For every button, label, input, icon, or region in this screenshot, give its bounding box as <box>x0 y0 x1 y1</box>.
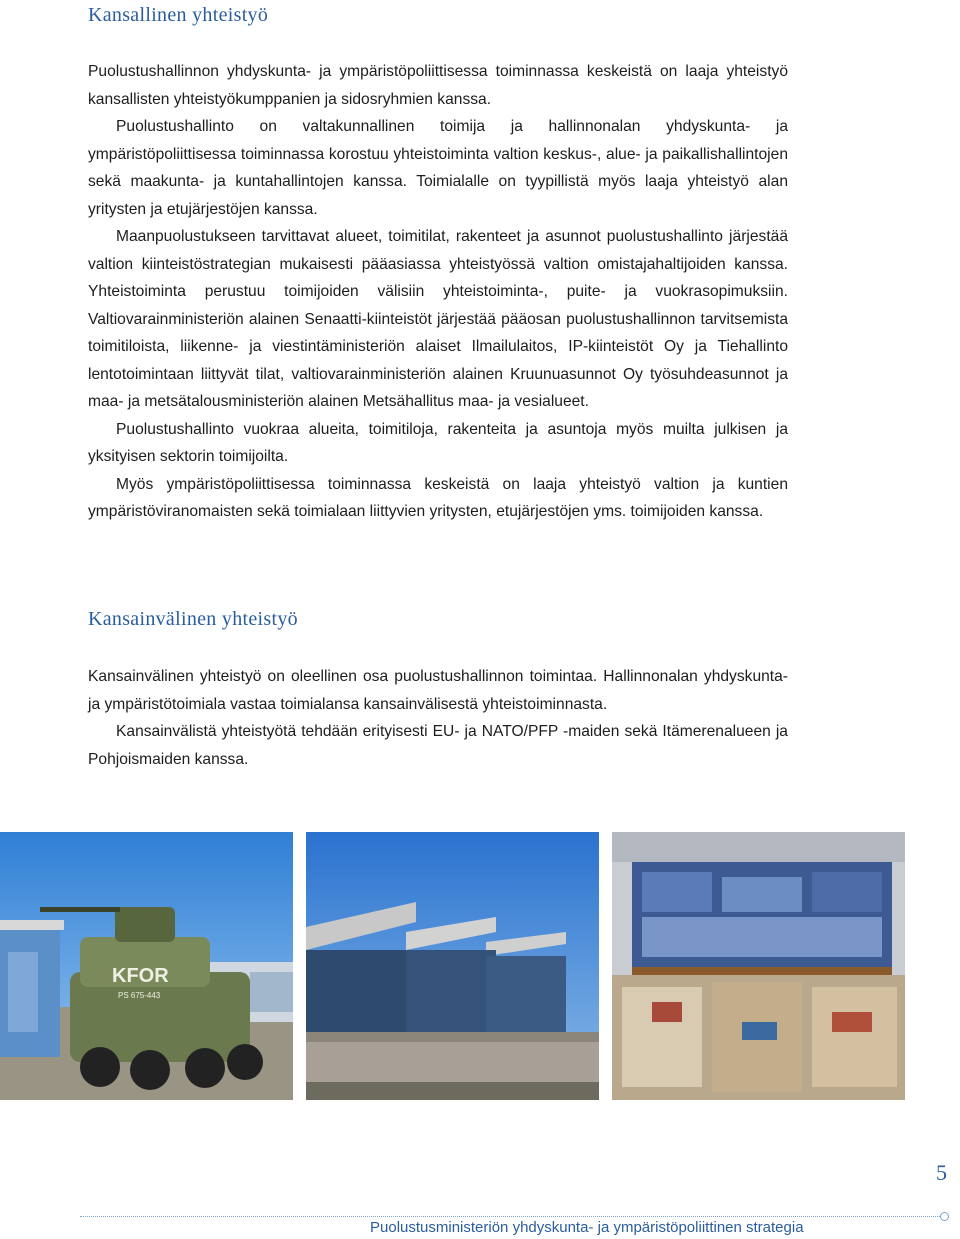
paragraph: Puolustushallinnon yhdyskunta- ja ympäristöpoliittisessa toiminnassa keskeistä on laaja yhteistyö kansallisten yhteistyökumppanien ja sidosryhmien kanssa. <box>88 63 788 108</box>
vehicle-marking: KFOR <box>112 965 169 987</box>
recycling-bales-photo <box>612 832 905 1100</box>
section-body-kansainvalinen <box>88 663 788 773</box>
footer-title: Puolustusministeriön yhdyskunta- ja ympäristöpoliittinen strategia <box>370 1219 804 1236</box>
paragraph: Puolustushallinto on valtakunnallinen toimija ja hallinnonalan yhdyskunta- ja ympäristöpoliittisessa toiminnassa korostuu yhteistoiminta valtion keskus-, alue- ja paikallishallintojen sekä maakunta- ja kuntahallintojen kanssa. Toimialalle on tyypillistä myös laaja yhteistyö alan yritysten ja etujärjestöjen kanssa. <box>88 118 788 218</box>
paragraph: Kansainvälistä yhteistyötä tehdään erityisesti EU- ja NATO/PFP -maiden sekä Itämerenalueen ja Pohjoismaiden kanssa. <box>88 723 788 768</box>
footer-divider <box>80 1216 942 1217</box>
footer-dot-ornament <box>940 1212 949 1221</box>
paragraph: Myös ympäristöpoliittisessa toiminnassa keskeistä on laaja yhteistyö valtion ja kuntien ympäristöviranomaisten sekä toimialaan liittyvien yritysten, etujärjestöjen yms. toimijoiden kanssa. <box>88 475 788 520</box>
page-number: 5 <box>936 1160 947 1185</box>
armoured-vehicle-photo <box>0 832 293 1100</box>
section-body-kansallinen <box>88 58 788 526</box>
containers-photo <box>306 832 599 1100</box>
section-heading-kansallinen: Kansallinen yhteistyö <box>88 4 269 26</box>
paragraph: Puolustushallinto vuokraa alueita, toimitiloja, rakenteita ja asuntoja myös muilta julkisen ja yksityisen sektorin toimijoilta. <box>88 420 788 465</box>
paragraph: Maanpuolustukseen tarvittavat alueet, toimitilat, rakenteet ja asunnot puolustushallinto järjestää valtion kiinteistöstrategian mukaisesti pääasiassa yhteistyössä valtion omistajahaltijoiden kanssa. Yhteistoiminta perustuu toimijoiden välisiin yhteistoiminta-, puite- ja vuokrasopimuksiin. Valtiovarainministeriön alainen Senaatti-kiinteistöt järjestää pääosan puolustushallinnon tarvitsemista toimitiloista, liikenne- ja viestintäministeriön alaiset Ilmailulaitos, IP-kiinteistöt Oy ja Tiehallinto lentotoimintaan liittyvät tilat, valtiovarainministeriön alainen Kruunuasunnot Oy työsuhdeasunnot ja maa- ja metsätalousministeriön alainen Metsähallitus maa- ja vesialueet. <box>88 228 788 410</box>
paragraph: Kansainvälinen yhteistyö on oleellinen osa puolustushallinnon toimintaa. Hallinnonalan yhdyskunta- ja ympäristötoimiala vastaa toimialansa kansainvälisestä yhteistoiminnasta. <box>88 668 788 713</box>
section-heading-kansainvalinen: Kansainvälinen yhteistyö <box>88 608 298 630</box>
vehicle-plate: PS 675-443 <box>118 991 161 1000</box>
